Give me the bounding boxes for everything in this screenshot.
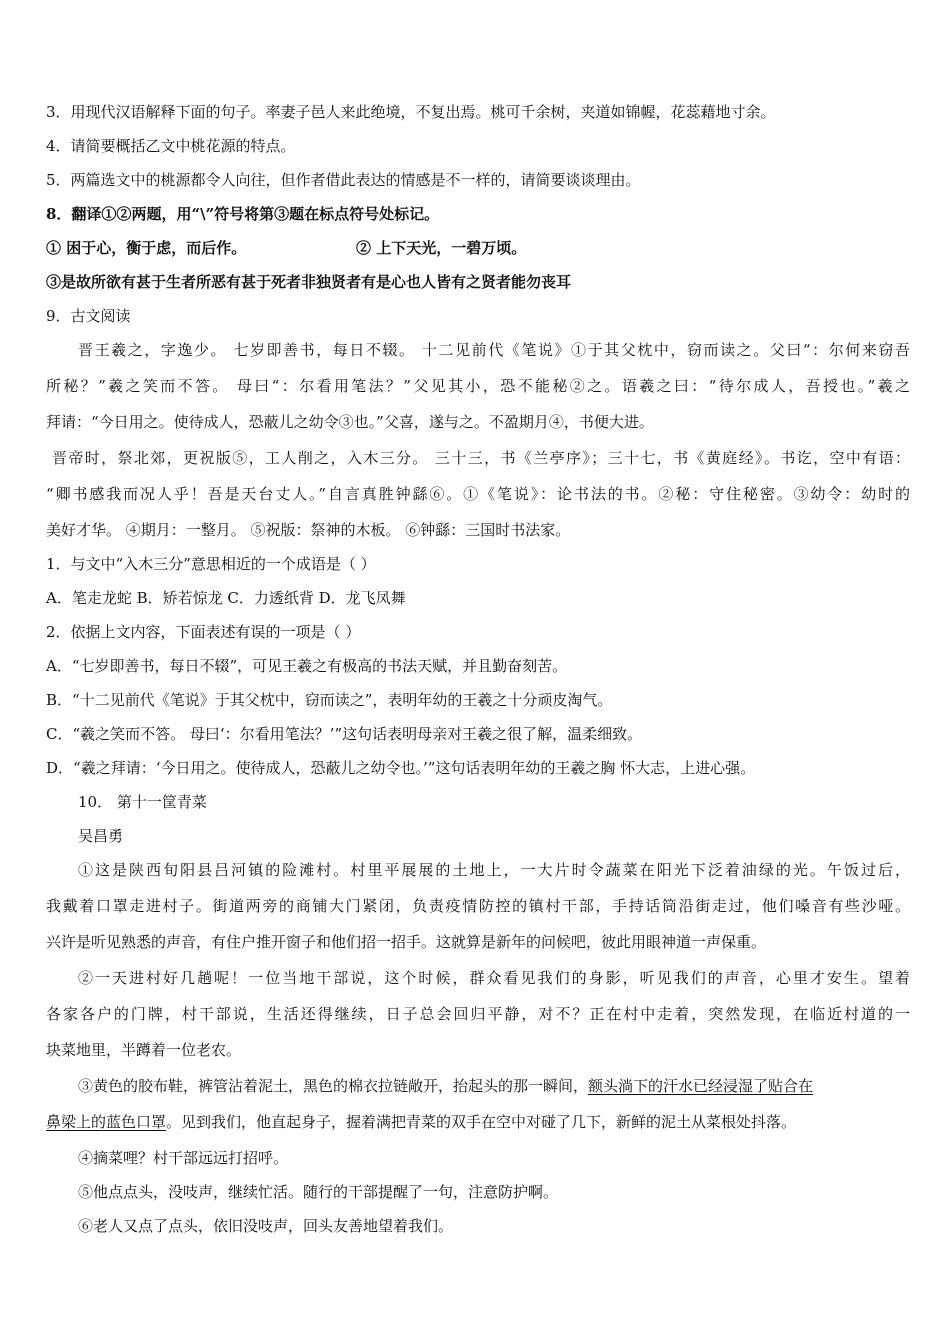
- option-d: D．“羲之拜请：‘今日用之。使待成人，恐蔽儿之幼令也。’”这句话表明年幼的王羲之胸 怀大志，上进心强。: [46, 759, 756, 777]
- item-1: ① 困于心，衡于虑，而后作。: [46, 239, 247, 257]
- article-author: 吴昌勇: [78, 827, 124, 845]
- article-text: 。见到我们，他直起身子，握着满把青菜的双手在空中对碰了几下，新鲜的泥土从菜根处抖落。: [166, 1113, 797, 1131]
- article-line: ②一天进村好几趟呢！一位当地干部说，这个时候，群众看见我们的身影，听见我们的声音，心里才安生。望着: [78, 969, 910, 987]
- question-8-items: [46, 237, 910, 259]
- underlined-text: 额头淌下的汗水已经浸湿了贴合在: [588, 1077, 814, 1095]
- passage-line: 所秘？”羲之笑而不答。 母曰“：尔看用笔法？”父见其小，恐不能秘②之。语羲之曰：“待尔成人，吾授也。”羲之: [46, 377, 910, 395]
- item-2: ② 上下天光，一碧万顷。: [356, 239, 527, 257]
- underlined-text: 鼻梁上的蓝色口罩: [46, 1113, 167, 1131]
- passage-line: “卿书感我而况人乎！吾是天台丈人。”自言真胜钟繇⑥。①《笔说》：论书法的书。②秘：守住秘密。③幼令：幼时的: [46, 485, 910, 503]
- passage-line: 拜请：“今日用之。使待成人，恐蔽儿之幼令③也。”父喜，遂与之。不盈期月④，书便大进。: [46, 413, 654, 431]
- article-line: ①这是陕西旬阳县吕河镇的险滩村。村里平展展的土地上，一大片时令蔬菜在阳光下泛着油绿的光。午饭过后，: [78, 861, 910, 879]
- passage-line: 晋王羲之，字逸少。 七岁即善书，每日不辍。 十二见前代《笔说》①于其父枕中，窃而读之。父曰“：尔何来窃吾: [78, 341, 910, 359]
- question-9: 9．古文阅读: [46, 307, 131, 325]
- item-3: ③是故所欲有甚于生者所恶有甚于死者非独贤者有是心也人皆有之贤者能勿丧耳: [46, 273, 572, 291]
- question-9-1-options: A．笔走龙蛇 B．矫若惊龙 C．力透纸背 D．龙飞凤舞: [46, 589, 406, 607]
- option-b: B．“十二见前代《笔说》于其父枕中，窃而读之”，表明年幼的王羲之十分顽皮淘气。: [46, 691, 613, 709]
- question-3: 3．用现代汉语解释下面的句子。率妻子邑人来此绝境，不复出焉。桃可千余树，夹道如锦幄，花蕊藉地寸余。: [46, 103, 776, 121]
- article-line: 块菜地里，半蹲着一位老农。: [46, 1041, 242, 1059]
- passage-line: 美好才华。 ④期月：一整月。 ⑤祝版：祭神的木板。 ⑥钟繇：三国时书法家。: [46, 521, 571, 539]
- article-text: ③黄色的胶布鞋，裤管沾着泥土，黑色的棉衣拉链敞开，抬起头的那一瞬间，: [78, 1077, 589, 1095]
- article-line: 兴许是听见熟悉的声音，有住户推开窗子和他们招一招手。这就算是新年的问候吧，彼此用眼神道一声保重。: [46, 933, 767, 951]
- question-8: 8．翻译①②两题，用“\”符号将第③题在标点符号处标记。: [46, 205, 440, 223]
- article-line: [78, 1075, 910, 1097]
- article-line: ④摘菜哩？村干部远远打招呼。: [78, 1149, 289, 1167]
- article-line: 各家各户的门牌，村干部说，生活还得继续，日子总会回归平静，对不？正在村中走着，突然发现，在临近村道的一: [46, 1005, 910, 1023]
- question-4: 4．请简要概括乙文中桃花源的特点。: [46, 137, 296, 155]
- article-line: 我戴着口罩走进村子。街道两旁的商铺大门紧闭，负责疫情防控的镇村干部，手持话筒沿街走过，他们嗓音有些沙哑。: [46, 897, 910, 915]
- article-line: ⑥老人又点了点头，依旧没吱声，回头友善地望着我们。: [78, 1217, 454, 1235]
- article-line: [46, 1111, 910, 1133]
- article-title: 10． 第十一筐青菜: [78, 793, 207, 811]
- question-5: 5．两篇选文中的桃源都令人向往，但作者借此表达的情感是不一样的，请简要谈谈理由。: [46, 171, 641, 189]
- option-c: C．“羲之笑而不答。 母曰‘：尔看用笔法？’”这句话表明母亲对王羲之很了解，温柔细致。: [46, 725, 643, 743]
- question-9-2: 2．依据上文内容，下面表述有误的一项是（ ）: [46, 623, 361, 641]
- question-9-1: 1．与文中“入木三分”意思相近的一个成语是（ ）: [46, 555, 376, 573]
- option-a: A．“七岁即善书，每日不辍”，可见王羲之有极高的书法天赋，并且勤奋刻苦。: [46, 657, 568, 675]
- article-line: ⑤他点点头，没吱声，继续忙活。随行的干部提醒了一句，注意防护啊。: [78, 1183, 559, 1201]
- passage-line: 晋帝时，祭北郊，更祝版⑤，工人削之，入木三分。 三十三，书《兰亭序》；三十七，书《黄庭经》。书讫，空中有语：: [52, 449, 910, 467]
